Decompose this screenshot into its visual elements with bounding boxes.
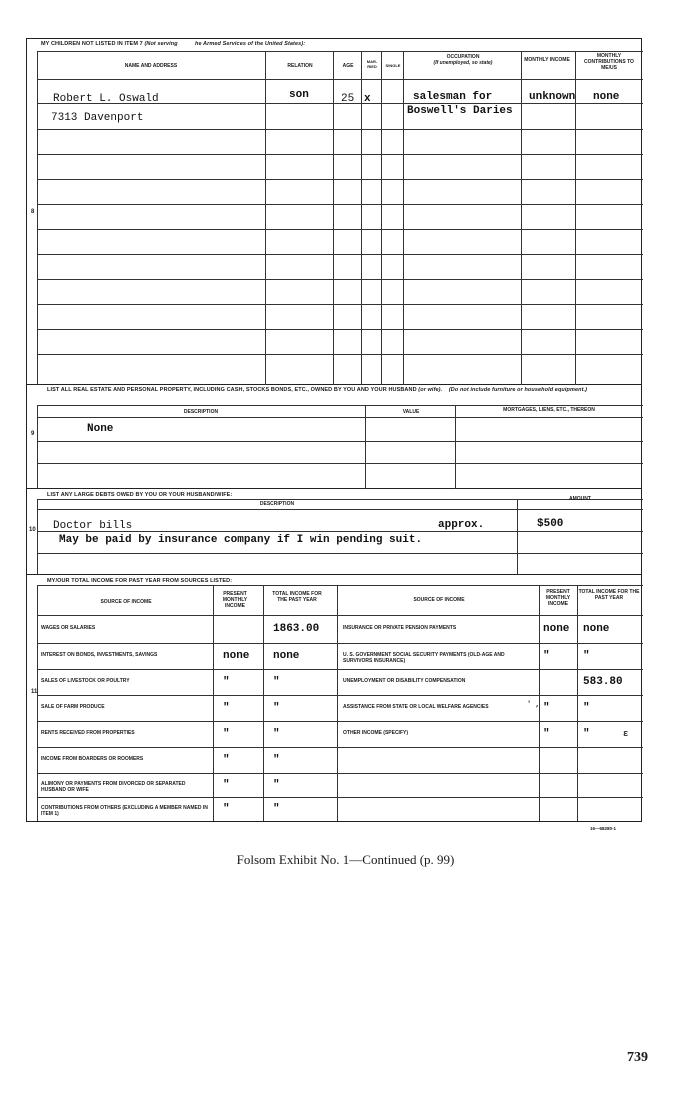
debt-note: May be paid by insurance company if I win pending suit. xyxy=(59,534,423,546)
col-relation: RELATION xyxy=(287,63,313,69)
child-occupation-line2: Boswell's Daries xyxy=(407,105,513,117)
income-total-value: " xyxy=(583,728,590,740)
application-form xyxy=(26,38,642,822)
income-total-value: " xyxy=(273,779,280,791)
income-present-value: " xyxy=(223,779,230,791)
income-total-value: " xyxy=(583,702,590,714)
income-source-label: INTEREST ON BONDS, INVESTMENTS, SAVINGS xyxy=(41,652,158,658)
income-source-label: CONTRIBUTIONS FROM OTHERS (EXCLUDING A MEMBER NAMED IN ITEM 1) xyxy=(41,805,208,817)
income-present-value: " xyxy=(223,676,230,688)
income-source-label: ALIMONY OR PAYMENTS FROM DIVORCED OR SEPARATED HUSBAND OR WIFE xyxy=(41,781,186,793)
income-total-value: 583.80 xyxy=(583,676,623,688)
income-present-value: " xyxy=(543,650,550,662)
income-source-label: ASSISTANCE FROM STATE OR LOCAL WELFARE AGENCIES xyxy=(343,704,489,710)
child-monthly-income: unknown xyxy=(529,91,576,103)
income-present-value: none xyxy=(223,650,250,662)
child-married-mark: x xyxy=(364,93,371,105)
section-number: 11 xyxy=(31,689,38,695)
section-title: MY/OUR TOTAL INCOME FOR PAST YEAR FROM SOURCES LISTED: xyxy=(47,578,233,584)
child-contributions: none xyxy=(593,91,620,103)
col-description: DESCRIPTION xyxy=(259,501,295,507)
child-occupation: salesman for xyxy=(413,91,493,103)
child-name: Robert L. Oswald xyxy=(53,93,159,105)
col-total-right: TOTAL INCOME FOR THE PAST YEAR xyxy=(578,589,640,601)
col-total-left: TOTAL INCOME FOR THE PAST YEAR xyxy=(272,591,322,603)
handwritten-tick: ' , xyxy=(527,701,540,709)
col-married: MAR-RIED xyxy=(366,59,378,69)
income-total-value: 1863.00 xyxy=(273,623,320,635)
section-number: 9 xyxy=(31,431,35,437)
col-description: DESCRIPTION xyxy=(183,409,219,415)
income-source-label: RENTS RECEIVED FROM PROPERTIES xyxy=(41,730,135,736)
child-address: 7313 Davenport xyxy=(51,112,144,124)
section-title: MY CHILDREN NOT LISTED IN ITEM 7 (Not serving he Armed Services of the United States): xyxy=(41,41,306,47)
handwritten-mark: ε xyxy=(623,729,629,739)
col-monthly-contributions: MONTHLY CONTRIBUTIONS TO ME/US xyxy=(584,53,634,71)
income-source-label: OTHER INCOME (SPECIFY) xyxy=(343,730,409,736)
page-number: 739 xyxy=(627,1050,648,1065)
col-age: AGE xyxy=(342,63,354,69)
section-income xyxy=(27,575,641,821)
section-number: 8 xyxy=(31,209,35,215)
income-total-value: " xyxy=(273,728,280,740)
col-present-right: PRESENT MONTHLY INCOME xyxy=(545,589,571,607)
income-source-label: WAGES OR SALARIES xyxy=(41,625,96,631)
income-total-value: none xyxy=(583,623,610,635)
section-title: LIST ALL REAL ESTATE AND PERSONAL PROPERTY, INCLUDING CASH, STOCKS BONDS, ETC., OWNED BY YOU AND YOUR HUSBAND (or wife). (Do not include furniture or household equipment.) xyxy=(47,387,588,393)
child-age: 25 xyxy=(341,93,355,105)
income-total-value: " xyxy=(273,702,280,714)
col-source-right: SOURCE OF INCOME xyxy=(413,597,465,603)
col-amount: AMOUNT xyxy=(569,496,591,502)
income-total-value: " xyxy=(273,803,280,815)
col-source-left: SOURCE OF INCOME xyxy=(100,599,152,605)
income-source-label: INCOME FROM BOARDERS OR ROOMERS xyxy=(41,756,144,762)
section-debts xyxy=(27,489,641,575)
income-source-label: U. S. GOVERNMENT SOCIAL SECURITY PAYMENTS (OLD-AGE AND SURVIVORS INSURANCE) xyxy=(343,652,505,664)
income-present-value: " xyxy=(543,702,550,714)
col-mortgages: MORTGAGES, LIENS, ETC., THEREON xyxy=(503,407,595,413)
section-property xyxy=(27,385,641,489)
col-occupation: OCCUPATION (If unemployed, so state) xyxy=(433,54,493,66)
income-source-label: INSURANCE OR PRIVATE PENSION PAYMENTS xyxy=(343,625,457,631)
section-number: 10 xyxy=(29,527,36,533)
debt-approx: approx. xyxy=(438,519,485,531)
income-present-value: " xyxy=(223,728,230,740)
income-source-label: SALES OF LIVESTOCK OR POULTRY xyxy=(41,678,130,684)
col-monthly-income: MONTHLY INCOME xyxy=(524,57,570,63)
income-present-value: " xyxy=(543,728,550,740)
col-name-address: NAME AND ADDRESS xyxy=(124,63,178,69)
income-source-label: SALE OF FARM PRODUCE xyxy=(41,704,105,710)
property-entry: None xyxy=(87,423,114,435)
exhibit-caption: Folsom Exhibit No. 1—Continued (p. 99) xyxy=(236,852,455,867)
debt-description: Doctor bills xyxy=(53,520,133,532)
form-code: 16—68280-1 xyxy=(590,826,617,831)
col-value: VALUE xyxy=(402,409,420,415)
income-total-value: " xyxy=(583,650,590,662)
col-present-left: PRESENT MONTHLY INCOME xyxy=(222,591,248,609)
income-source-label: UNEMPLOYMENT OR DISABILITY COMPENSATION xyxy=(343,678,466,684)
income-total-value: " xyxy=(273,754,280,766)
income-present-value: none xyxy=(543,623,570,635)
income-present-value: " xyxy=(223,702,230,714)
income-present-value: " xyxy=(223,803,230,815)
income-total-value: none xyxy=(273,650,300,662)
income-total-value: " xyxy=(273,676,280,688)
section-title: LIST ANY LARGE DEBTS OWED BY YOU OR YOUR HUSBAND/WIFE: xyxy=(47,492,233,498)
debt-amount: $500 xyxy=(537,518,564,530)
section-children xyxy=(27,39,641,385)
child-relation: son xyxy=(289,89,309,101)
col-single: SINGLE xyxy=(385,63,401,68)
income-present-value: " xyxy=(223,754,230,766)
